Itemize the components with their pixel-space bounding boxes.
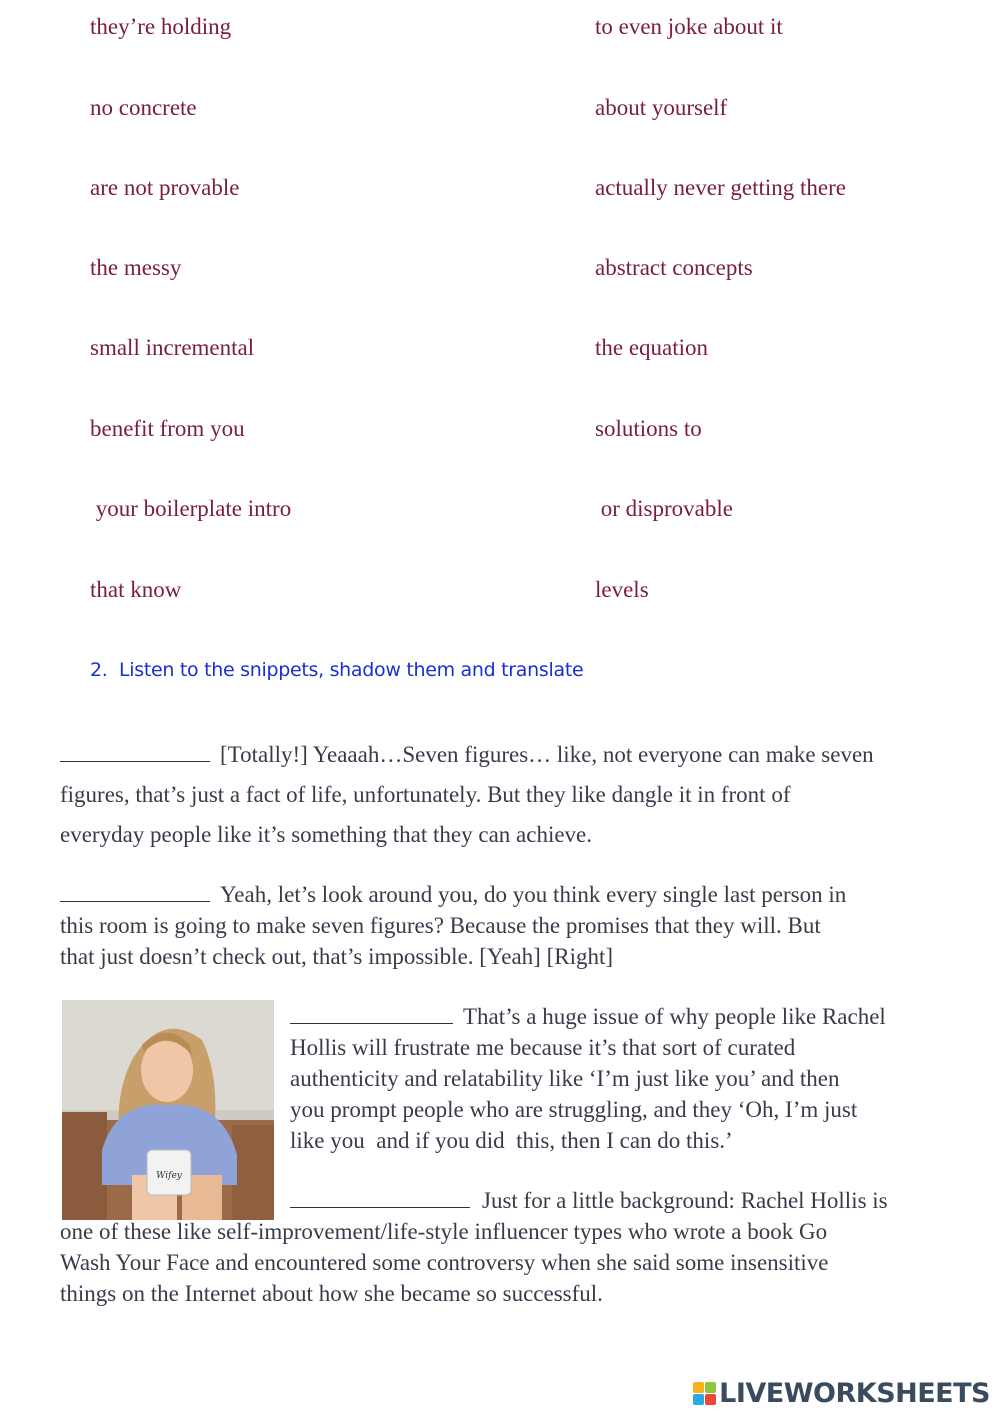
phrase-left-5: small incremental <box>90 335 255 360</box>
snippet-1-line-3: everyday people like it’s something that they can achieve. <box>60 822 593 847</box>
phrase-left-3: are not provable <box>90 175 240 200</box>
phrase-right-5: the equation <box>595 335 709 360</box>
snippet-4-line-4: things on the Internet about how she became so successful. <box>60 1281 603 1306</box>
snippet-1-line-2: figures, that’s just a fact of life, unfortunately. But they like dangle it in front of <box>60 782 791 807</box>
phrase-left-2: no concrete <box>90 95 197 120</box>
snippet-3-line-2: Hollis will frustrate me because it’s that sort of curated <box>290 1035 796 1060</box>
phrase-right-1: to even joke about it <box>595 14 783 39</box>
snippet-1-line-1: [Totally!] Yeaaah…Seven figures… like, not everyone can make seven <box>220 742 874 767</box>
liveworksheets-logo-icon <box>693 1382 716 1405</box>
snippet-3-line-5: like you and if you did this, then I can do this.’ <box>290 1128 733 1153</box>
phrase-left-7: your boilerplate intro <box>90 496 292 521</box>
phrase-right-6: solutions to <box>595 416 702 441</box>
phrase-left-6: benefit from you <box>90 416 245 441</box>
phrase-right-4: abstract concepts <box>595 255 753 280</box>
liveworksheets-logo <box>693 1376 990 1410</box>
snippet-1 <box>60 735 874 855</box>
snippet-2-line-1: Yeah, let’s look around you, do you think every single last person in <box>220 882 847 907</box>
phrase-right-7: or disprovable <box>595 496 733 521</box>
phrase-left-8: that know <box>90 577 182 602</box>
phrase-right-8: levels <box>595 577 649 602</box>
blank-3[interactable] <box>290 1005 453 1024</box>
blank-2[interactable] <box>60 883 210 902</box>
snippet-3-line-3: authenticity and relatability like ‘I’m just like you’ and then <box>290 1066 840 1091</box>
rachel-hollis-photo <box>62 1000 274 1220</box>
snippet-4 <box>290 1185 888 1216</box>
snippet-3-line-1: That’s a huge issue of why people like Rachel <box>463 1004 886 1029</box>
phrase-left-4: the messy <box>90 255 182 280</box>
snippet-4-line-1: Just for a little background: Rachel Hollis is <box>482 1188 888 1213</box>
snippet-4-line-3: Wash Your Face and encountered some controversy when she said some insensitive <box>60 1250 829 1275</box>
blank-4[interactable] <box>290 1189 470 1208</box>
snippet-2-line-2: this room is going to make seven figures? Because the promises that they will. But <box>60 913 821 938</box>
phrase-right-2: about yourself <box>595 95 728 120</box>
snippet-4-line-2: one of these like self-improvement/life-style influencer types who wrote a book Go <box>60 1219 828 1244</box>
snippet-3-line-4: you prompt people who are struggling, and they ‘Oh, I’m just <box>290 1097 858 1122</box>
snippet-4-continued <box>60 1216 828 1309</box>
liveworksheets-logo-text: LIVEWORKSHEETS <box>719 1377 990 1409</box>
snippet-2-line-3: that just doesn’t check out, that’s impossible. [Yeah] [Right] <box>60 944 614 969</box>
phrase-right-3: actually never getting there <box>595 175 846 200</box>
snippet-3 <box>290 1001 886 1156</box>
blank-1[interactable] <box>60 743 210 762</box>
snippet-2 <box>60 879 846 972</box>
phrase-left-1: they’re holding <box>90 14 232 39</box>
mug-text: Wifey <box>156 1171 182 1181</box>
section-2-heading: 2. Listen to the snippets, shadow them and translate <box>90 659 584 681</box>
